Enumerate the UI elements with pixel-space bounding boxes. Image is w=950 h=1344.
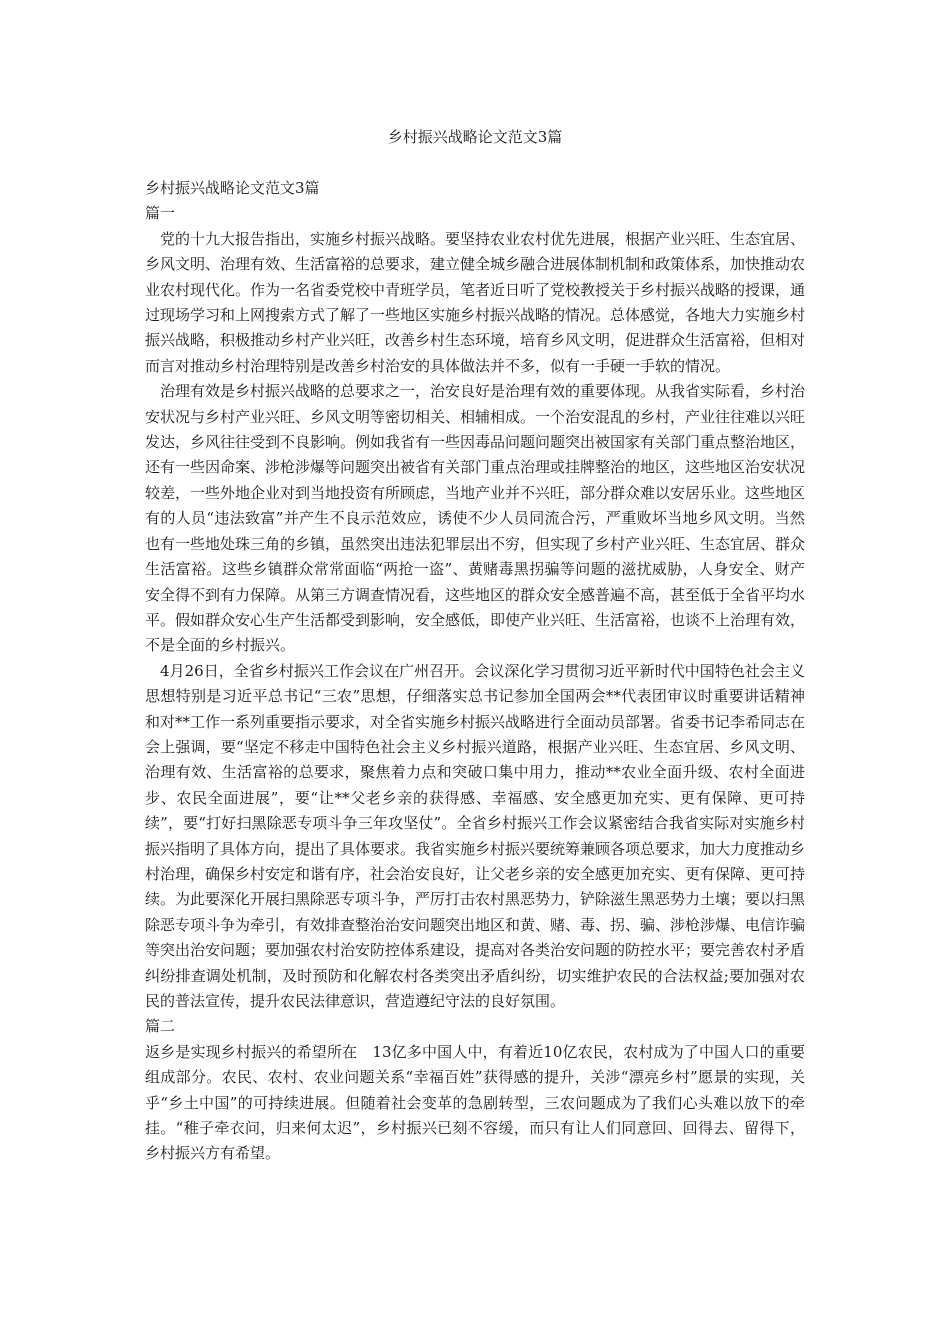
section-heading: 篇一 — [145, 204, 176, 223]
paragraph: 党的十九大报告指出，实施乡村振兴战略。要坚持农业农村优先进展，根据产业兴旺、生态宜居、乡风文明、治理有效、生活富裕的总要求，建立健全城乡融合进展体制机制和政策体系，加快推动农业农村现代化。作为一名省委党校中青班学员，笔者近日听了党校教授关于乡村振兴战略的授课，通过现场学习和上网搜索方式了解了一些地区实施乡村振兴战略的情况。总体感觉，各地大力实施乡村振兴战略，积极推动乡村产业兴旺，改善乡村生态环境，培育乡风文明，促进群众生活富裕，但相对而言对推动乡村治理特别是改善乡村治安的具体做法并不多，似有一手硬一手软的情况。 — [145, 229, 806, 375]
paragraph: 治理有效是乡村振兴战略的总要求之一，治安良好是治理有效的重要体现。从我省实际看，乡村治安状况与乡村产业兴旺、乡风文明等密切相关、相辅相成。一个治安混乱的乡村，产业往往难以兴旺发达，乡风往往受到不良影响。例如我省有一些因毒品问题问题突出被国家有关部门重点整治地区，还有一些因命案、涉枪涉爆等问题突出被省有关部门重点治理或挂牌整治的地区，这些地区治安状况较差，一些外地企业对到当地投资有所顾虑，当地产业并不兴旺，部分群众难以安居乐业。这些地区有的人员“违法致富”并产生不良示范效应，诱使不少人员同流合污，严重败坏当地乡风文明。当然也有一些地处珠三角的乡镇，虽然突出违法犯罪层出不穷，但实现了乡村产业兴旺、生态宜居、群众生活富裕。这些乡镇群众常常面临“两抢一盗”、黄赌毒黑拐骗等问题的滋扰威胁，人身安全、财产安全得不到有力保障。从第三方调查情况看，这些地区的群众安全感普遍不高，甚至低于全省平均水平。假如群众安心生产生活都受到影响，安全感低，即使产业兴旺、生活富裕，也谈不上治理有效，不是全面的乡村振兴。 — [145, 382, 806, 655]
document-title: 乡村振兴战略论文范文3篇 — [387, 128, 563, 146]
section-heading: 篇二 — [145, 1017, 176, 1036]
document-subtitle: 乡村振兴战略论文范文3篇 — [145, 179, 320, 197]
paragraph: 返乡是实现乡村振兴的希望所在 13亿多中国人中，有着近10亿农民，农村成为了中国人口的重要组成部分。农民、农村、农业问题关系“幸福百姓”获得感的提升，关涉“漂亮乡村”愿景的实现，关乎“乡土中国”的可持续进展。但随着社会变革的急剧转型，三农问题成为了我们心头难以放下的牵挂。“稚子牵衣问，归来何太迟”，乡村振兴已刻不容缓，而只有让人们同意回、回得去、留得下，乡村振兴方有希望。 — [145, 1042, 805, 1163]
document-body — [145, 176, 805, 1167]
paragraph: 4月26日，全省乡村振兴工作会议在广州召开。会议深化学习贯彻习近平新时代中国特色社会主义思想特别是习近平总书记“三农”思想，仔细落实总书记参加全国两会**代表团审议时重要讲话精神和对**工作一系列重要指示要求，对全省实施乡村振兴战略进行全面动员部署。省委书记李希同志在会上强调，要“坚定不移走中国特色社会主义乡村振兴道路，根据产业兴旺、生态宜居、乡风文明、治理有效、生活富裕的总要求，聚焦着力点和突破口集中用力，推动**农业全面升级、农村全面进步、农民全面进展”，要“让**父老乡亲的获得感、幸福感、安全感更加充实、更有保障、更可持续”，要“打好扫黑除恶专项斗争三年攻坚仗”。全省乡村振兴工作会议紧密结合我省实际对实施乡村振兴指明了具体方向，提出了具体要求。我省实施乡村振兴要统筹兼顾各项总要求，加大力度推动乡村治理，确保乡村安定和谐有序，社会治安良好，让父老乡亲的安全感更加充实、更有保障、更可持续。为此要深化开展扫黑除恶专项斗争，严厉打击农村黑恶势力，铲除滋生黑恶势力土壤；要以扫黑除恶专项斗争为牵引，有效排查整治治安问题突出地区和黄、赌、毒、拐、骗、涉枪涉爆、电信诈骗等突出治安问题；要加强农村治安防控体系建设，提高对各类治安问题的防控水平；要完善农村矛盾纠纷排查调处机制，及时预防和化解农村各类突出矛盾纠纷，切实维护农民的合法权益;要加强对农民的普法宣传，提升农民法律意识，营造遵纪守法的良好氛围。 — [145, 661, 806, 1010]
